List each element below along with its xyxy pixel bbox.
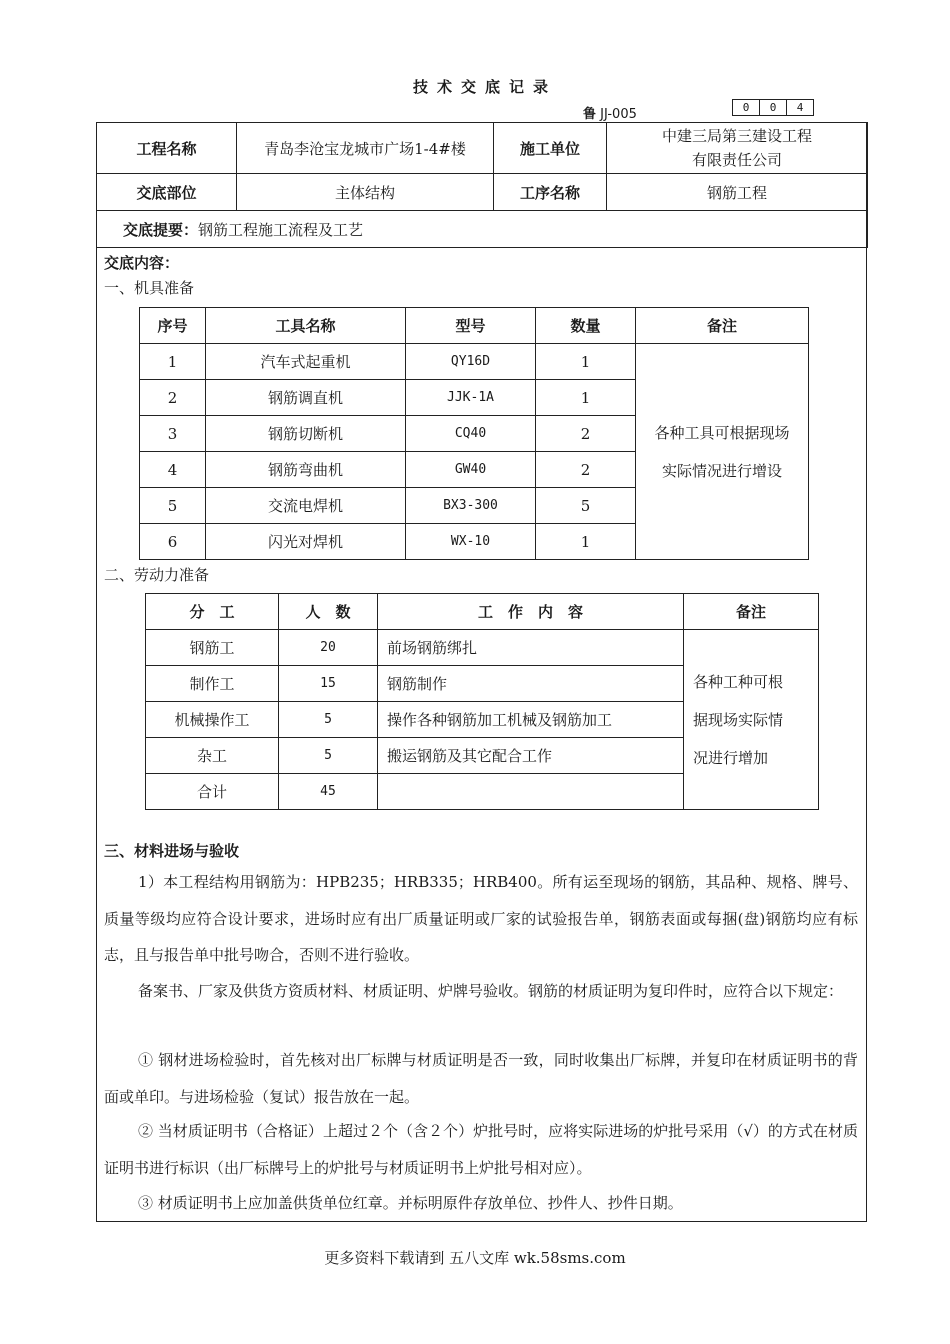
cell-no: 1 bbox=[140, 344, 206, 380]
serial-digit: 0 bbox=[732, 99, 760, 116]
cell-no: 6 bbox=[140, 524, 206, 560]
paragraph-3: ① 钢材进场检验时，首先核对出厂标牌与材质证明是否一致，同时收集出厂标牌，并复印在材质证明书的背面或单印。与进场检验（复试）报告放在一起。 bbox=[104, 1051, 858, 1106]
cell-work: 操作各种钢筋加工机械及钢筋加工 bbox=[378, 702, 684, 738]
unit-line-1: 中建三局第三建设工程 bbox=[661, 127, 812, 145]
cell-role: 合计 bbox=[146, 774, 279, 810]
col-header-work: 工 作 内 容 bbox=[378, 594, 684, 630]
section-1-heading: 一、机具准备 bbox=[104, 279, 195, 297]
cell-qty: 2 bbox=[536, 452, 636, 488]
cell-model: QY16D bbox=[406, 344, 536, 380]
cell-work: 搬运钢筋及其它配合工作 bbox=[378, 738, 684, 774]
col-header-remark: 备注 bbox=[684, 594, 819, 630]
cell-no: 5 bbox=[140, 488, 206, 524]
cell-count: 20 bbox=[279, 630, 378, 666]
code-value: JJ-005 bbox=[600, 107, 637, 122]
cell-work bbox=[378, 774, 684, 810]
cell-role: 杂工 bbox=[146, 738, 279, 774]
unit-line-2: 有限责任公司 bbox=[691, 151, 782, 169]
remark-line: 据现场实际情 bbox=[693, 710, 784, 729]
paragraph-5: ③ 材质证明书上应加盖供货单位红章。并标明原件存放单位、抄件人、抄件日期。 bbox=[138, 1194, 683, 1212]
summary-label: 交底提要： bbox=[123, 220, 199, 239]
serial-digit: 4 bbox=[786, 99, 814, 116]
construction-unit-value bbox=[607, 123, 868, 174]
document-code bbox=[583, 103, 637, 122]
cell-count: 15 bbox=[279, 666, 378, 702]
tools-table bbox=[139, 307, 809, 560]
cell-model: BX3-300 bbox=[406, 488, 536, 524]
cell-qty: 1 bbox=[536, 380, 636, 416]
process-name-value: 钢筋工程 bbox=[607, 174, 868, 211]
project-name-label: 工程名称 bbox=[97, 123, 237, 174]
construction-unit-label: 施工单位 bbox=[494, 123, 607, 174]
paragraph-2: 备案书、厂家及供货方资质材料、材质证明、炉牌号验收。钢筋的材质证明为复印件时，应符合以下规定： bbox=[138, 982, 844, 1000]
header-table bbox=[96, 122, 868, 248]
disclosure-part-value: 主体结构 bbox=[237, 174, 494, 211]
cell-model: GW40 bbox=[406, 452, 536, 488]
cell-role: 制作工 bbox=[146, 666, 279, 702]
footer-text: 更多资料下载请到 五八文库 wk.58sms.com bbox=[324, 1249, 626, 1267]
cell-tool: 交流电焊机 bbox=[206, 488, 406, 524]
col-header-model: 型号 bbox=[406, 308, 536, 344]
section-3-heading: 三、材料进场与验收 bbox=[104, 842, 240, 860]
cell-model: WX-10 bbox=[406, 524, 536, 560]
cell-qty: 1 bbox=[536, 344, 636, 380]
content-label: 交底内容： bbox=[104, 254, 180, 272]
cell-work: 前场钢筋绑扎 bbox=[378, 630, 684, 666]
tools-remark bbox=[636, 344, 809, 560]
cell-role: 机械操作工 bbox=[146, 702, 279, 738]
remark-line: 各种工种可根 bbox=[693, 672, 784, 691]
cell-tool: 闪光对焊机 bbox=[206, 524, 406, 560]
remark-line: 况进行增加 bbox=[693, 748, 769, 767]
table-row bbox=[140, 344, 809, 380]
cell-role: 钢筋工 bbox=[146, 630, 279, 666]
summary-value: 钢筋工程施工流程及工艺 bbox=[198, 220, 364, 239]
cell-count: 45 bbox=[279, 774, 378, 810]
table-row bbox=[146, 630, 819, 666]
cell-count: 5 bbox=[279, 738, 378, 774]
process-name-label: 工序名称 bbox=[494, 174, 607, 211]
col-header-remark: 备注 bbox=[636, 308, 809, 344]
project-name-value: 青岛李沧宝龙城市广场1-4#楼 bbox=[237, 123, 494, 174]
cell-model: JJK-1A bbox=[406, 380, 536, 416]
col-header-no: 序号 bbox=[140, 308, 206, 344]
cell-count: 5 bbox=[279, 702, 378, 738]
remark-line: 实际情况进行增设 bbox=[661, 461, 782, 480]
cell-qty: 1 bbox=[536, 524, 636, 560]
labor-table bbox=[145, 593, 819, 810]
col-header-count: 人 数 bbox=[279, 594, 378, 630]
cell-no: 3 bbox=[140, 416, 206, 452]
code-prefix: 鲁 bbox=[583, 107, 597, 122]
serial-number-box bbox=[733, 99, 814, 116]
cell-work: 钢筋制作 bbox=[378, 666, 684, 702]
cell-tool: 钢筋弯曲机 bbox=[206, 452, 406, 488]
remark-line: 各种工具可根据现场 bbox=[654, 423, 790, 442]
disclosure-part-label: 交底部位 bbox=[97, 174, 237, 211]
section-2-heading: 二、劳动力准备 bbox=[104, 566, 210, 584]
cell-tool: 钢筋调直机 bbox=[206, 380, 406, 416]
cell-qty: 2 bbox=[536, 416, 636, 452]
cell-no: 4 bbox=[140, 452, 206, 488]
cell-tool: 钢筋切断机 bbox=[206, 416, 406, 452]
serial-digit: 0 bbox=[759, 99, 787, 116]
cell-tool: 汽车式起重机 bbox=[206, 344, 406, 380]
col-header-qty: 数量 bbox=[536, 308, 636, 344]
labor-remark bbox=[684, 630, 819, 810]
paragraph-1: 1）本工程结构用钢筋为：HPB235；HRB335；HRB400。所有运至现场的钢筋，其品种、规格、牌号、质量等级均应符合设计要求，进场时应有出厂质量证明或厂家的试验报告单，钢筋表面或每捆(盘)钢筋均应有标志，且与报告单中批号吻合，否则不进行验收。 bbox=[104, 873, 858, 964]
col-header-role: 分 工 bbox=[146, 594, 279, 630]
document-title: 技术交底记录 bbox=[412, 78, 557, 96]
cell-no: 2 bbox=[140, 380, 206, 416]
paragraph-4: ② 当材质证明书（合格证）上超过２个（含２个）炉批号时，应将实际进场的炉批号采用（√）的方式在材质证明书进行标识（出厂标牌号上的炉批号与材质证明书上炉批号相对应）。 bbox=[104, 1122, 858, 1177]
summary-row bbox=[97, 211, 868, 248]
col-header-tool: 工具名称 bbox=[206, 308, 406, 344]
cell-model: CQ40 bbox=[406, 416, 536, 452]
cell-qty: 5 bbox=[536, 488, 636, 524]
